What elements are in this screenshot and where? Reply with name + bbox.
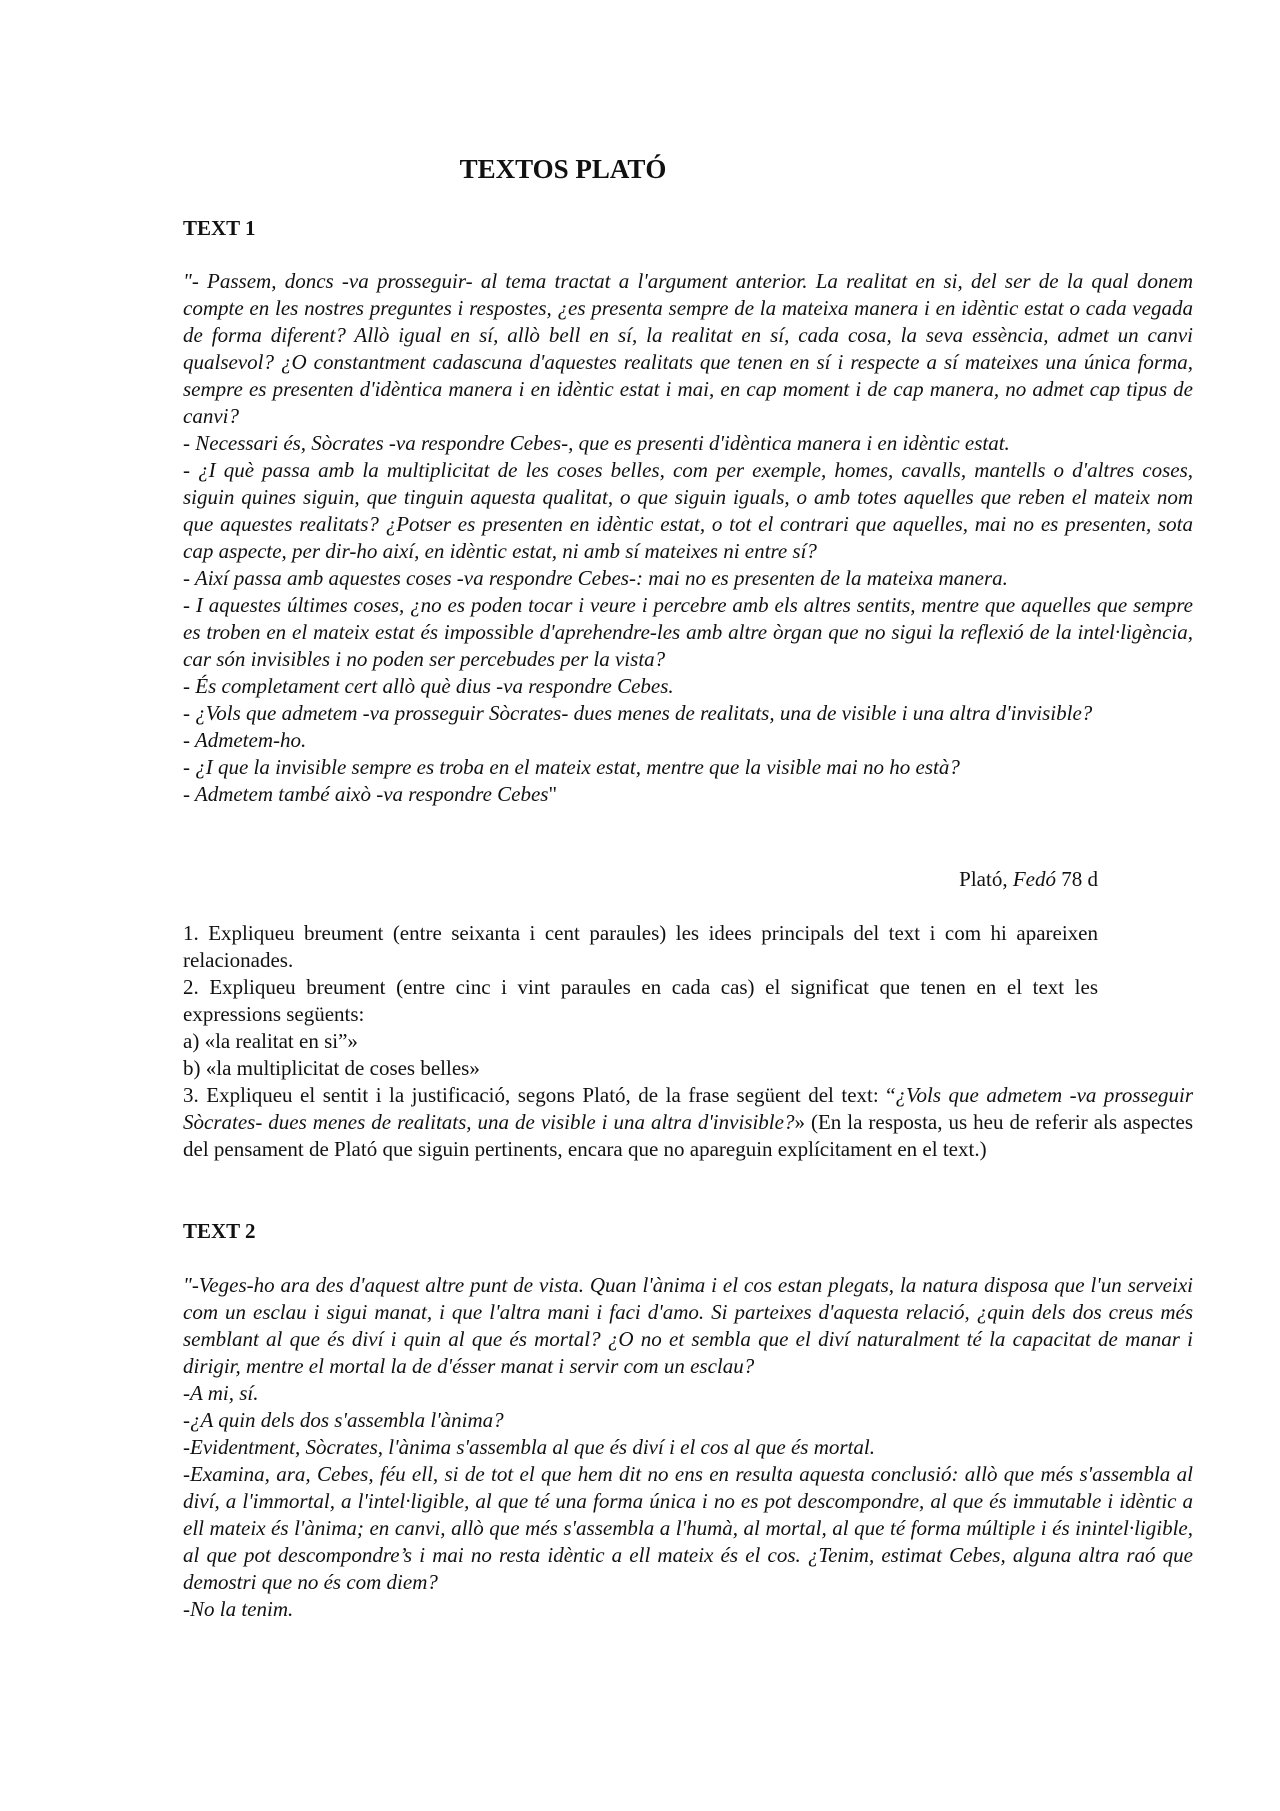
text2-paragraph: -A mi, sí. bbox=[183, 1381, 259, 1405]
text1-paragraph: - I aquestes últimes coses, ¿no es poden tocar i veure i percebre amb els altres sentits, mentre que aquelles que sempre es troben en el mateix estat és impossible d'aprehendre-les amb altre òrgan que no sigui la reflexió de la intel·ligència, car són invisibles i no poden ser percebudes per la vista? bbox=[183, 593, 1193, 671]
text1-paragraph: - ¿I què passa amb la multiplicitat de les coses belles, com per exemple, homes, cavalls, mantells o d'altres coses, siguin quines siguin, que tinguin aquesta qualitat, o que siguin iguals, o amb totes aquelles que reben el mateix nom que aquestes realitats? ¿Potser es presenten en idèntic estat, o tot el contrari que aquelles, mai no es presenten, sota cap aspecte, per dir-ho així, en idèntic estat, ni amb sí mateixes ni entre sí? bbox=[183, 458, 1193, 563]
text2-dialogue bbox=[183, 1272, 1193, 1623]
text1-paragraph: - Admetem també això -va respondre Cebes bbox=[183, 782, 549, 806]
question-2b: b) «la multiplicitat de coses belles» bbox=[183, 1056, 480, 1080]
text1-paragraph: - ¿I que la invisible sempre es troba en el mateix estat, mentre que la visible mai no ho està? bbox=[183, 755, 960, 779]
citation-ref: 78 d bbox=[1056, 867, 1098, 891]
text1-paragraph: - Així passa amb aquestes coses -va respondre Cebes-: mai no es presenten de la mateixa manera. bbox=[183, 566, 1008, 590]
question-3-quote: ¿Vols que admetem -va prosseguir Sòcrates- dues menes de realitats, una de visible i una altra d'invisible? bbox=[183, 1083, 1193, 1134]
question-2: 2. Expliqueu breument (entre cinc i vint paraules en cada cas) el significat que tenen en el text les expressions següents: bbox=[183, 975, 1098, 1026]
text1-paragraph: - Necessari és, Sòcrates -va respondre Cebes-, que es presenti d'idèntica manera i en idèntic estat. bbox=[183, 431, 1010, 455]
question-1: 1. Expliqueu breument (entre seixanta i cent paraules) les idees principals del text i com hi apareixen relacionades. bbox=[183, 921, 1098, 972]
text1-dialogue bbox=[183, 268, 1193, 808]
question-3-start: 3. Expliqueu el sentit i la justificació, segons Plató, de la frase següent del text: “ bbox=[183, 1083, 896, 1107]
question-2a: a) «la realitat en si”» bbox=[183, 1029, 358, 1053]
question-3 bbox=[183, 1082, 1193, 1163]
text1-paragraph: - ¿Vols que admetem -va prosseguir Sòcrates- dues menes de realitats, una de visible i una altra d'invisible? bbox=[183, 701, 1093, 725]
text2-paragraph: -No la tenim. bbox=[183, 1597, 294, 1621]
document-title: TEXTOS PLATÓ bbox=[459, 154, 667, 184]
text2-paragraph: -Evidentment, Sòcrates, l'ànima s'assembla al que és diví i el cos al que és mortal. bbox=[183, 1435, 875, 1459]
text1-paragraph: "- Passem, doncs -va prosseguir- al tema tractat a l'argument anterior. La realitat en si, del ser de la qual donem compte en les nostres preguntes i respostes, ¿es presenta sempre de la mateixa manera i en idèntic estat o cada vegada de forma diferent? Allò igual en sí, allò bell en sí, la realitat en sí, cada cosa, la seva essència, admet un canvi qualsevol? ¿O constantment cadascuna d'aquestes realitats que tenen en sí i respecte a sí mateixes una única forma, sempre es presenten d'idèntica manera i en idèntic estat i mai, en cap moment i de cap manera, no admet cap tipus de canvi? bbox=[183, 269, 1193, 428]
text1-heading: TEXT 1 bbox=[183, 216, 256, 240]
text1-questions bbox=[183, 920, 1193, 1163]
closing-quote: " bbox=[548, 782, 558, 806]
text2-paragraph: "-Veges-ho ara des d'aquest altre punt de vista. Quan l'ànima i el cos estan plegats, la natura disposa que l'un serveixi com un esclau i sigui manat, i que l'altra mani i faci d'amo. Si parteixes d'aquesta relació, ¿quin dels dos creus més semblant al que és diví i quin al que és mortal? ¿O no et sembla que el diví naturalment té la capacitat de manar i dirigir, mentre el mortal la de d'ésser manat i servir com un esclau? bbox=[183, 1273, 1193, 1378]
text1-paragraph: - Admetem-ho. bbox=[183, 728, 307, 752]
text1-paragraph: - És completament cert allò què dius -va respondre Cebes. bbox=[183, 674, 674, 698]
text2-heading: TEXT 2 bbox=[183, 1219, 256, 1243]
text2-paragraph: -¿A quin dels dos s'assembla l'ànima? bbox=[183, 1408, 504, 1432]
citation-work: Fedó bbox=[1012, 867, 1056, 891]
text2-paragraph: -Examina, ara, Cebes, féu ell, si de tot el que hem dit no ens en resulta aquesta conclusió: allò que més s'assembla al diví, a l'immortal, a l'intel·ligible, al que té una forma única i no es pot descompondre, al que és immutable i idèntic a ell mateix és l'ànima; en canvi, allò que més s'assembla a l'humà, al mortal, al que té forma múltiple i és inintel·ligible, al que pot descompondre’s i mai no resta idèntic a ell mateix és el cos. ¿Tenim, estimat Cebes, alguna altra raó que demostri que no és com diem? bbox=[183, 1462, 1193, 1594]
question-3-end: » (En la resposta, us heu de referir als aspectes del pensament de Plató que siguin pertinents, encara que no apareguin explícitament en el text.) bbox=[183, 1110, 1193, 1161]
text1-citation bbox=[183, 866, 1098, 893]
citation-author: Plató, bbox=[959, 867, 1013, 891]
